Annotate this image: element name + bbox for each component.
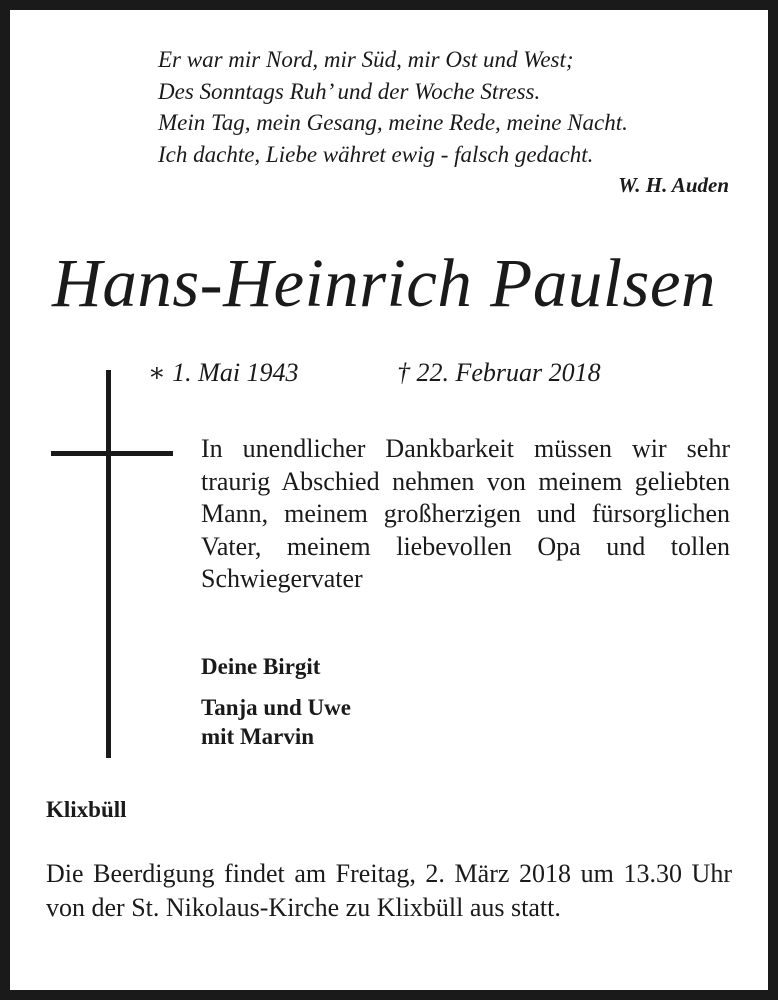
mourner-name: Tanja und Uwe [201,695,351,720]
cross-icon-vertical [106,370,111,758]
birth-date: ∗ 1. Mai 1943 [148,358,299,387]
poem-line: Er war mir Nord, mir Süd, mir Ost und West; [158,47,574,72]
funeral-info: Die Beerdigung findet am Freitag, 2. März 2018 um 13.30 Uhr von der St. Nikolaus-Kirche zu Klixbüll aus statt. [46,859,732,922]
poem-block [158,44,733,198]
poem-line: Mein Tag, mein Gesang, meine Rede, meine Nacht. [158,110,628,135]
mourner-name: mit Marvin [201,724,315,749]
death-date: † 22. Februar 2018 [397,358,601,387]
poem-line: Ich dachte, Liebe währet ewig - falsch gedacht. [158,141,594,167]
poem-author: W. H. Auden [618,173,729,197]
poem-line: Des Sonntags Ruh’ und der Woche Stress. [158,78,541,104]
cross-icon-horizontal [51,451,173,456]
mourner-name: Deine Birgit [201,654,321,679]
deceased-name: Hans-Heinrich Paulsen [52,245,716,321]
farewell-message: In unendlicher Dankbarkeit müssen wir sehr traurig Abschied nehmen von meinem geliebten Mann, meinem großherzigen und fürsorglichen Vater, meinem liebevollen Opa und tollen Schwiegervater [201,434,730,593]
place-name: Klixbüll [46,797,127,822]
